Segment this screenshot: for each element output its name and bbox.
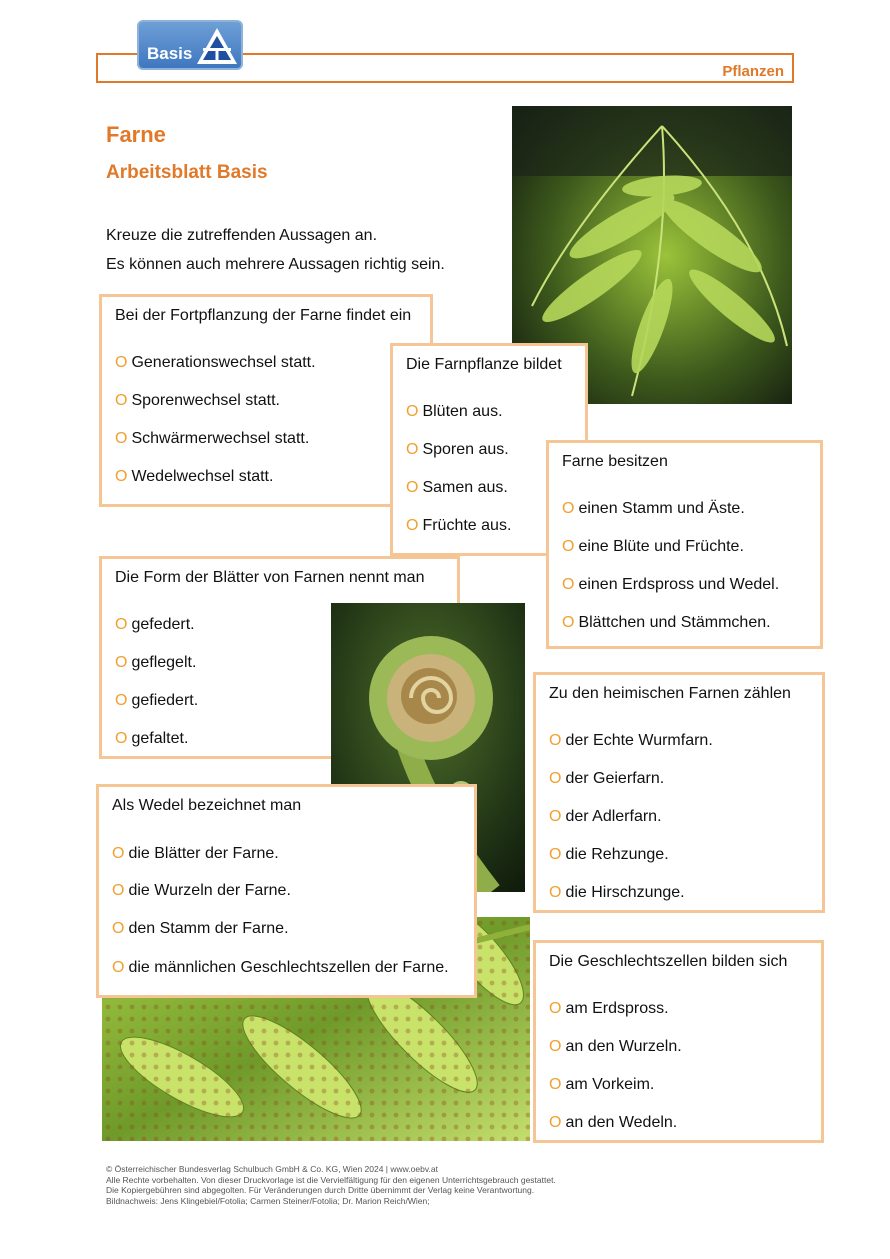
option-label: Generationswechsel statt.: [131, 354, 316, 371]
answer-option[interactable]: [562, 614, 771, 632]
answer-option[interactable]: [115, 692, 198, 710]
triangle-logo-icon: [195, 26, 239, 66]
page-title: Farne: [106, 122, 166, 147]
answer-option[interactable]: [115, 730, 188, 748]
checkbox-circle-icon[interactable]: O: [115, 468, 128, 485]
checkbox-circle-icon[interactable]: O: [112, 920, 125, 937]
answer-option[interactable]: [406, 517, 511, 535]
answer-option[interactable]: [549, 732, 713, 750]
answer-option[interactable]: [115, 468, 273, 486]
answer-option[interactable]: [549, 1000, 669, 1018]
checkbox-circle-icon[interactable]: O: [115, 616, 128, 633]
checkbox-circle-icon[interactable]: O: [115, 730, 128, 747]
option-label: an den Wedeln.: [565, 1114, 678, 1131]
checkbox-circle-icon[interactable]: O: [562, 538, 575, 555]
checkbox-circle-icon[interactable]: O: [562, 614, 575, 631]
answer-option[interactable]: [406, 403, 503, 421]
checkbox-circle-icon[interactable]: O: [112, 882, 125, 899]
question-prompt: Die Geschlechtszellen bilden sich: [549, 953, 788, 970]
checkbox-circle-icon[interactable]: O: [115, 354, 128, 371]
question-prompt: Als Wedel bezeichnet man: [112, 797, 302, 814]
answer-option[interactable]: [112, 920, 289, 938]
option-label: einen Erdspross und Wedel.: [578, 576, 780, 593]
option-label: am Vorkeim.: [565, 1076, 655, 1093]
question-prompt: Bei der Fortpflanzung der Farne findet ein: [115, 307, 412, 324]
checkbox-circle-icon[interactable]: O: [549, 884, 562, 901]
answer-option[interactable]: [549, 1038, 682, 1056]
answer-option[interactable]: [562, 500, 745, 518]
footer-rights: Alle Rechte vorbehalten. Von dieser Druckvorlage ist die Vervielfältigung für den eigenen Unterrichtsgebrauch gestattet.: [106, 1174, 556, 1185]
checkbox-circle-icon[interactable]: O: [115, 692, 128, 709]
basis-logo: [137, 20, 243, 70]
option-label: die Hirschzunge.: [565, 884, 685, 901]
option-label: Schwärmerwechsel statt.: [131, 430, 310, 447]
option-label: gefaltet.: [131, 730, 189, 747]
checkbox-circle-icon[interactable]: O: [115, 430, 128, 447]
answer-option[interactable]: [115, 354, 316, 372]
footer: [106, 1164, 556, 1206]
option-label: die Wurzeln der Farne.: [128, 882, 291, 899]
checkbox-circle-icon[interactable]: O: [406, 517, 419, 534]
option-label: der Adlerfarn.: [565, 808, 662, 825]
question-box-1: [99, 294, 433, 507]
option-label: die Blätter der Farne.: [128, 845, 279, 862]
instruction-line-1: Kreuze die zutreffenden Aussagen an.: [106, 227, 378, 244]
checkbox-circle-icon[interactable]: O: [406, 403, 419, 420]
checkbox-circle-icon[interactable]: O: [549, 770, 562, 787]
option-label: Samen aus.: [422, 479, 508, 496]
answer-option[interactable]: [112, 845, 279, 863]
answer-option[interactable]: [406, 479, 508, 497]
page-subtitle: Arbeitsblatt Basis: [106, 162, 268, 183]
option-label: der Geierfarn.: [565, 770, 665, 787]
footer-copyright: © Österreichischer Bundesverlag Schulbuch GmbH & Co. KG, Wien 2024 | www.oebv.at: [106, 1164, 438, 1174]
question-prompt: Die Farnpflanze bildet: [406, 356, 562, 373]
subject-label: Pflanzen: [722, 63, 784, 80]
checkbox-circle-icon[interactable]: O: [112, 845, 125, 862]
checkbox-circle-icon[interactable]: O: [549, 846, 562, 863]
checkbox-circle-icon[interactable]: O: [406, 479, 419, 496]
answer-option[interactable]: [112, 959, 449, 977]
option-label: Blättchen und Stämmchen.: [578, 614, 771, 631]
checkbox-circle-icon[interactable]: O: [549, 1114, 562, 1131]
answer-option[interactable]: [549, 808, 662, 826]
checkbox-circle-icon[interactable]: O: [115, 654, 128, 671]
answer-option[interactable]: [549, 1114, 677, 1132]
option-label: eine Blüte und Früchte.: [578, 538, 744, 555]
answer-option[interactable]: [562, 576, 779, 594]
option-label: Sporenwechsel statt.: [131, 392, 280, 409]
option-label: Früchte aus.: [422, 517, 512, 534]
question-prompt: Die Form der Blätter von Farnen nennt man: [115, 569, 425, 586]
option-label: geflegelt.: [131, 654, 197, 671]
option-label: am Erdspross.: [565, 1000, 669, 1017]
question-box-3: [546, 440, 823, 649]
checkbox-circle-icon[interactable]: O: [549, 1076, 562, 1093]
option-label: gefiedert.: [131, 692, 199, 709]
answer-option[interactable]: [406, 441, 509, 459]
option-label: einen Stamm und Äste.: [578, 500, 745, 517]
option-label: gefedert.: [131, 616, 195, 633]
checkbox-circle-icon[interactable]: O: [112, 959, 125, 976]
question-box-6: [96, 784, 477, 998]
checkbox-circle-icon[interactable]: O: [549, 808, 562, 825]
option-label: die Rehzunge.: [565, 846, 669, 863]
instruction-line-2: Es können auch mehrere Aussagen richtig sein.: [106, 256, 445, 273]
checkbox-circle-icon[interactable]: O: [115, 392, 128, 409]
checkbox-circle-icon[interactable]: O: [549, 1000, 562, 1017]
option-label: der Echte Wurmfarn.: [565, 732, 713, 749]
checkbox-circle-icon[interactable]: O: [562, 576, 575, 593]
checkbox-circle-icon[interactable]: O: [549, 1038, 562, 1055]
answer-option[interactable]: [115, 430, 309, 448]
question-box-7: [533, 940, 824, 1143]
checkbox-circle-icon[interactable]: O: [406, 441, 419, 458]
footer-image-credits: Bildnachweis: Jens Klingebiel/Fotolia; Carmen Steiner/Fotolia; Dr. Marion Reich/Wien;: [106, 1195, 430, 1206]
question-prompt: Farne besitzen: [562, 453, 668, 470]
answer-option[interactable]: [112, 882, 291, 900]
answer-option[interactable]: [549, 770, 664, 788]
answer-option[interactable]: [115, 616, 195, 634]
answer-option[interactable]: [549, 846, 669, 864]
answer-option[interactable]: [562, 538, 744, 556]
option-label: Blüten aus.: [422, 403, 503, 420]
checkbox-circle-icon[interactable]: O: [562, 500, 575, 517]
option-label: an den Wurzeln.: [565, 1038, 682, 1055]
option-label: Wedelwechsel statt.: [131, 468, 274, 485]
checkbox-circle-icon[interactable]: O: [549, 732, 562, 749]
footer-fees: Die Kopiergebühren sind abgegolten. Für Veränderungen durch Dritte übernimmt der Verlag keine Verantwortung.: [106, 1185, 535, 1195]
option-label: die männlichen Geschlechtszellen der Farne.: [128, 959, 449, 976]
answer-option[interactable]: [549, 884, 685, 902]
question-box-5: [533, 672, 825, 913]
answer-option[interactable]: [115, 392, 280, 410]
logo-text: Basis: [147, 44, 193, 63]
answer-option[interactable]: [115, 654, 196, 672]
question-prompt: Zu den heimischen Farnen zählen: [549, 685, 791, 702]
option-label: den Stamm der Farne.: [128, 920, 289, 937]
option-label: Sporen aus.: [422, 441, 509, 458]
answer-option[interactable]: [549, 1076, 654, 1094]
